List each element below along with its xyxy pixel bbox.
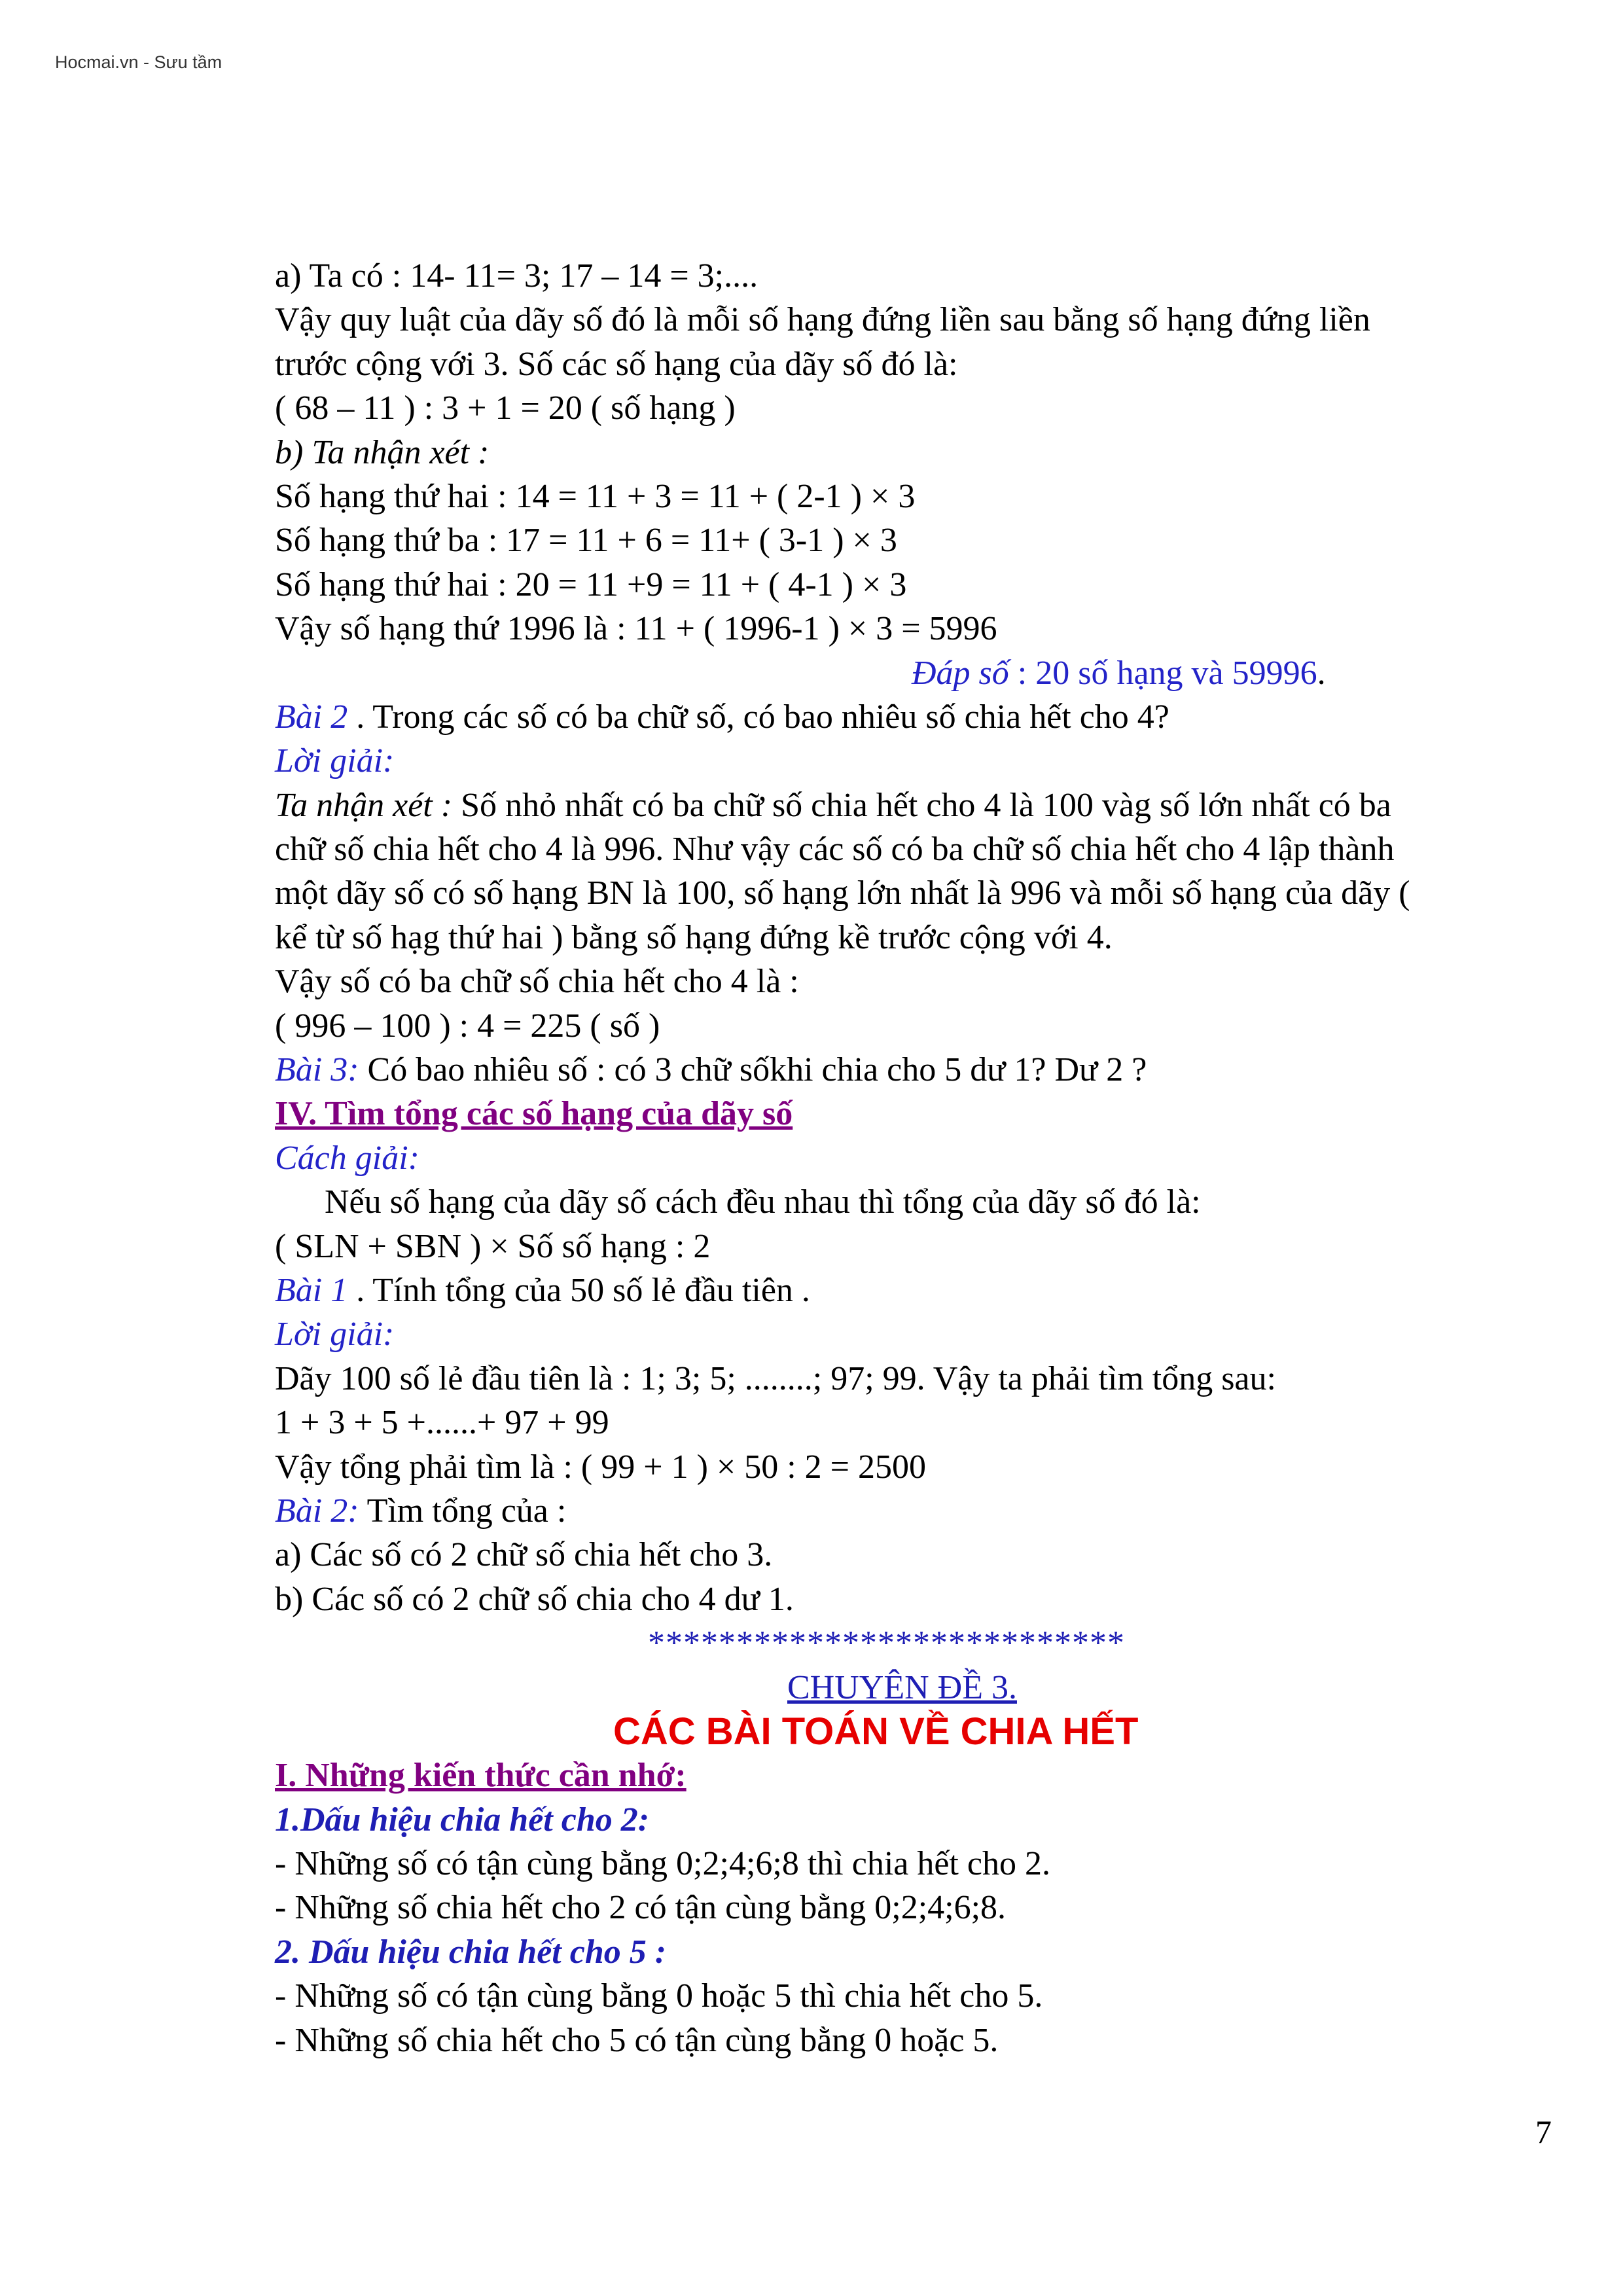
document-body [275, 254, 1571, 2062]
text-line: a) Ta có : 14- 11= 3; 17 – 14 = 3;.... [275, 257, 758, 295]
exercise-label: Bài 3: [275, 1051, 359, 1089]
exercise-label: Bài 1 [275, 1271, 348, 1309]
text-line: Vậy số hạng thứ 1996 là : 11 + ( 1996-1 ) × 3 = 5996 [275, 610, 997, 648]
exercise-label: Bài 2 [275, 698, 348, 736]
text-line: Nếu số hạng của dãy số cách đều nhau thì tổng của dãy số đó là: [325, 1183, 1201, 1221]
text-line: b) Ta nhận xét : [275, 433, 490, 471]
exercise-label: Bài 2: [275, 1492, 359, 1530]
text-line: trước cộng với 3. Số các số hạng của dãy số đó là: [275, 345, 958, 383]
exercise-text: Tìm tổng của : [359, 1492, 567, 1530]
exercise-text: Có bao nhiêu số : có 3 chữ sốkhi chia cho 5 dư 1? Dư 2 ? [359, 1051, 1147, 1089]
page-header-source: Hocmai.vn - Sưu tầm [55, 52, 223, 72]
text-line: Vậy số có ba chữ số chia hết cho 4 là : [275, 963, 799, 1001]
answer-line [275, 651, 1571, 695]
exercise-text: . Tính tổng của 50 số lẻ đầu tiên . [348, 1271, 810, 1309]
text-line: Số hạng thứ hai : 14 = 11 + 3 = 11 + ( 2-1 ) × 3 [275, 477, 916, 515]
answer-label: Đáp số [912, 654, 1009, 692]
exercise-text: . Trong các số có ba chữ số, có bao nhiêu số chia hết cho 4? [348, 698, 1169, 736]
text-line: b) Các số có 2 chữ số chia cho 4 dư 1. [275, 1580, 794, 1618]
text-line: Vậy quy luật của dãy số đó là mỗi số hạng đứng liền sau bằng số hạng đứng liền [275, 301, 1370, 339]
exercise-line [275, 1048, 1571, 1092]
text-line: Vậy tổng phải tìm là : ( 99 + 1 ) × 50 : 2 = 2500 [275, 1448, 926, 1486]
formula-line: ( SLN + SBN ) × Số số hạng : 2 [275, 1227, 711, 1265]
text-line: ( 68 – 11 ) : 3 + 1 = 20 ( số hạng ) [275, 389, 736, 427]
text-line: Dãy 100 số lẻ đầu tiên là : 1; 3; 5; ........; 97; 99. Vậy ta phải tìm tổng sau: [275, 1359, 1276, 1397]
text-line: một dãy số có số hạng BN là 100, số hạng lớn nhất là 996 và mỗi số hạng của dãy ( [275, 874, 1410, 912]
text-line: Số hạng thứ hai : 20 = 11 +9 = 11 + ( 4-1 ) × 3 [275, 565, 907, 603]
text-line: ( 996 – 100 ) : 4 = 225 ( số ) [275, 1007, 660, 1045]
solution-label: Lời giải: [275, 742, 395, 780]
chapter-title: CÁC BÀI TOÁN VỀ CHIA HẾT [613, 1710, 1139, 1753]
exercise-line [275, 1268, 1571, 1312]
subsection-heading: 2. Dấu hiệu chia hết cho 5 : [275, 1933, 667, 1971]
exercise-line [275, 695, 1571, 739]
text-line: chữ số chia hết cho 4 là 996. Như vậy các số có ba chữ số chia hết cho 4 lập thành [275, 831, 1395, 869]
method-label: Cách giải: [275, 1139, 419, 1177]
text-line: - Những số có tận cùng bằng 0;2;4;6;8 thì chia hết cho 2. [275, 1845, 1050, 1883]
text-line: - Những số có tận cùng bằng 0 hoặc 5 thì chia hết cho 5. [275, 1977, 1043, 2015]
solution-label: Lời giải: [275, 1316, 395, 1354]
remark-label: Ta nhận xét : [275, 786, 453, 824]
separator-stars: *************************** [648, 1624, 1125, 1662]
text-line: - Những số chia hết cho 2 có tận cùng bằng 0;2;4;6;8. [275, 1889, 1007, 1927]
page-number: 7 [1535, 2113, 1552, 2150]
exercise-line [275, 1489, 1571, 1533]
text-line: Số hạng thứ ba : 17 = 11 + 6 = 11+ ( 3-1 ) × 3 [275, 522, 897, 560]
text-line [275, 783, 1571, 827]
text-line: 1 + 3 + 5 +......+ 97 + 99 [275, 1404, 609, 1442]
chapter-label: CHUYÊN ĐỀ 3. [787, 1668, 1017, 1706]
section-heading: I. Những kiến thức cần nhớ: [275, 1757, 687, 1795]
answer-text: : 20 số hạng và 59996 [1008, 654, 1317, 692]
remark-text: Số nhỏ nhất có ba chữ số chia hết cho 4 là 100 vàg số lớn nhất có ba [452, 786, 1391, 824]
section-heading: IV. Tìm tổng các số hạng của dãy số [275, 1095, 793, 1133]
answer-end: . [1317, 654, 1326, 692]
text-line: - Những số chia hết cho 5 có tận cùng bằng 0 hoặc 5. [275, 2021, 999, 2059]
text-line: a) Các số có 2 chữ số chia hết cho 3. [275, 1536, 773, 1574]
subsection-heading: 1.Dấu hiệu chia hết cho 2: [275, 1801, 650, 1839]
text-line: kể từ số hạg thứ hai ) bằng số hạng đứng kề trước cộng với 4. [275, 918, 1113, 956]
